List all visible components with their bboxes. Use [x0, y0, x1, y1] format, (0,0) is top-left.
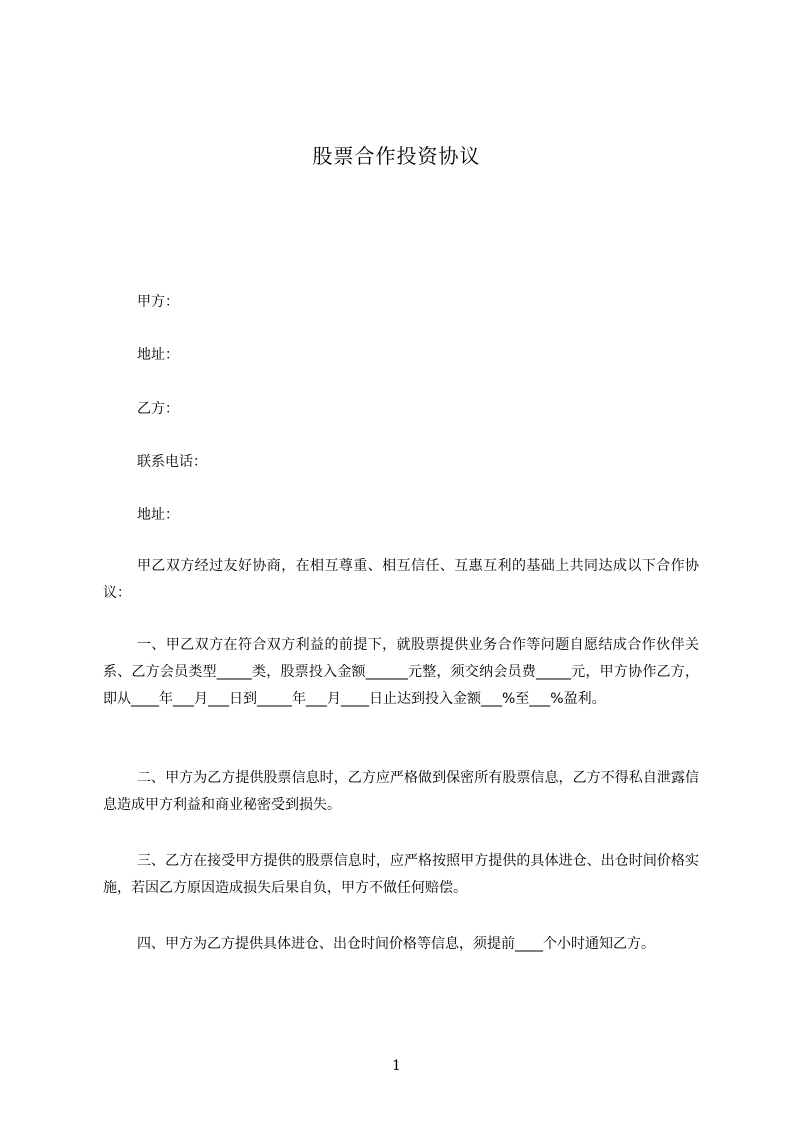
intro-paragraph: 甲乙双方经过友好协商，在相互尊重、相互信任、互惠互利的基础上共同达成以下合作协议： — [103, 558, 699, 601]
party-b-address-field: 地址： — [137, 507, 179, 523]
party-b-field: 乙方： — [137, 401, 179, 417]
clause-1-paragraph: 一、甲乙双方在符合双方利益的前提下，就股票提供业务合作等问题自愿结成合作伙伴关系、乙方会员类型_____类，股票投入金额______元整，须交纳会员费_____元，甲方协作乙方，即从____年___月___日到_____年___月____日止达到投入金额___%至___%盈利。 — [103, 637, 699, 707]
party-a-address-field: 地址： — [137, 347, 179, 363]
document-title: 股票合作投资协议 — [312, 144, 481, 168]
page-number: 1 — [392, 1058, 401, 1074]
clause-4-paragraph: 四、甲方为乙方提供具体进仓、出仓时间价格等信息，须提前____个小时通知乙方。 — [137, 936, 655, 952]
clause-2-paragraph: 二、甲方为乙方提供股票信息时，乙方应严格做到保密所有股票信息，乙方不得私自泄露信息造成甲方利益和商业秘密受到损失。 — [103, 770, 699, 813]
party-a-field: 甲方： — [137, 294, 179, 310]
phone-field: 联系电话： — [137, 454, 207, 470]
clause-3-paragraph: 三、乙方在接受甲方提供的股票信息时，应严格按照甲方提供的具体进仓、出仓时间价格实施，若因乙方原因造成损失后果自负，甲方不做任何赔偿。 — [103, 853, 699, 896]
